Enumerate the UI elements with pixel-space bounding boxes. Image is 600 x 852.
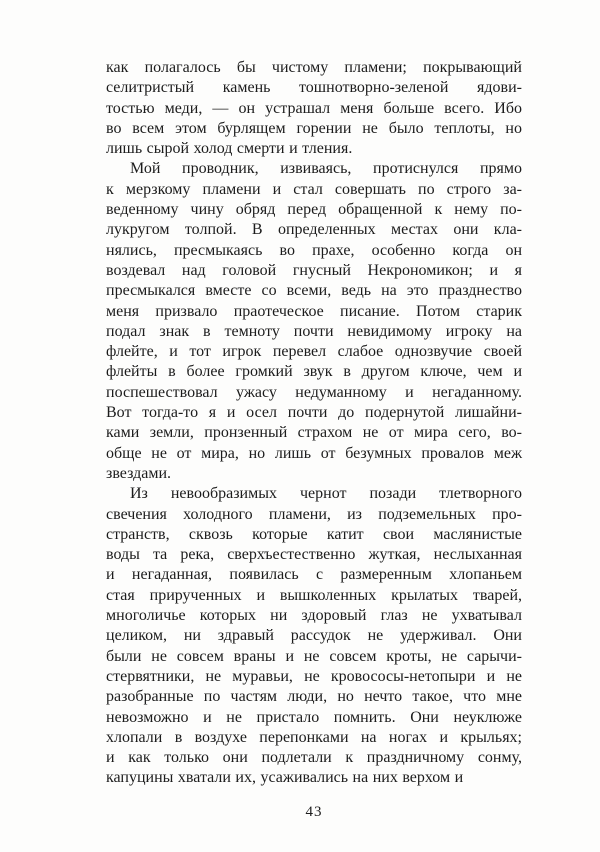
text-line: звездами.	[106, 464, 172, 482]
text-line: Вот тогда-то я и осел почти до подернутой лишайни-	[106, 404, 522, 422]
text-line: лукругом толпой. В определенных местах они кла-	[106, 221, 522, 239]
text-line: веденному чину обряд перед обращенной к нему по-	[106, 201, 522, 219]
text-line: и негаданная, появилась с размеренным хлопаньем	[106, 566, 522, 584]
text-line: воздевал над головой гнусный Некрономикон; и я	[106, 261, 522, 279]
page-text-block	[106, 58, 522, 789]
text-line: стервятники, не муравьи, не кровососы-нетопыри и не	[106, 667, 522, 685]
text-line: капуцины хватали их, усаживались на них верхом и	[106, 769, 464, 787]
text-line: нялись, пресмыкаясь во прахе, особенно когда он	[106, 241, 522, 259]
text-line: подал знак в темноту почти невидимому игроку на	[106, 322, 522, 340]
text-line: к мерзкому пламени и стал совершать по строго за-	[106, 180, 522, 198]
text-line: обще не от мира, но лишь от безумных провалов меж	[106, 444, 522, 462]
text-line: как полагалось бы чистому пламени; покрывающий	[106, 59, 522, 76]
text-line: и как только они подлетали к праздничному сонму,	[106, 749, 522, 767]
text-line: стая прирученных и вышколенных крылатых тварей,	[106, 586, 522, 604]
text-line: пресмыкался вместе со всеми, ведь на это празднество	[106, 282, 522, 300]
text-line: невозможно и не пристало помнить. Они неуклюже	[106, 708, 522, 726]
text-line: лишь сырой холод смерти и тления.	[106, 140, 353, 158]
text-line: странств, сквозь которые катит свои маслянистые	[106, 525, 522, 543]
text-line: свечения холодного пламени, из подземельных про-	[106, 505, 522, 523]
text-line: Из невообразимых чернот позади тлетворного	[130, 485, 522, 503]
text-line: тостью меди, — он устрашал меня больше всего. Ибо	[106, 99, 522, 117]
text-line: во всем этом бурлящем горении не было теплоты, но	[106, 119, 522, 137]
text-line: Мой проводник, извиваясь, протиснулся прямо	[130, 160, 522, 178]
text-line: целиком, ни здравый рассудок не удерживал. Они	[106, 627, 522, 645]
page-number: 43	[305, 804, 323, 820]
text-line: флейты в более громкий звук в другом ключе, чем и	[106, 363, 522, 381]
text-line: ками земли, пронзенный страхом не от мира сего, во-	[106, 424, 522, 442]
text-line: были не совсем враны и не совсем кроты, не сарычи-	[106, 647, 522, 665]
text-line: воды та река, сверхъестественно жуткая, неслыханная	[106, 546, 522, 564]
text-line: многоличье которых ни здоровый глаз не ухватывал	[106, 607, 522, 625]
text-line: разобранные по частям люди, но нечто такое, что мне	[106, 688, 522, 706]
text-line: селитристый камень тошнотворно-зеленой ядови-	[106, 79, 522, 97]
text-line: хлопали в воздухе перепонками на ногах и крыльях;	[106, 728, 522, 746]
text-line: поспешествовал ужасу недуманному и негаданному.	[106, 383, 522, 401]
text-line: флейте, и тот игрок перевел слабое однозвучие своей	[106, 343, 522, 361]
text-line: меня призвало праотеческое писание. Потом старик	[106, 302, 522, 320]
